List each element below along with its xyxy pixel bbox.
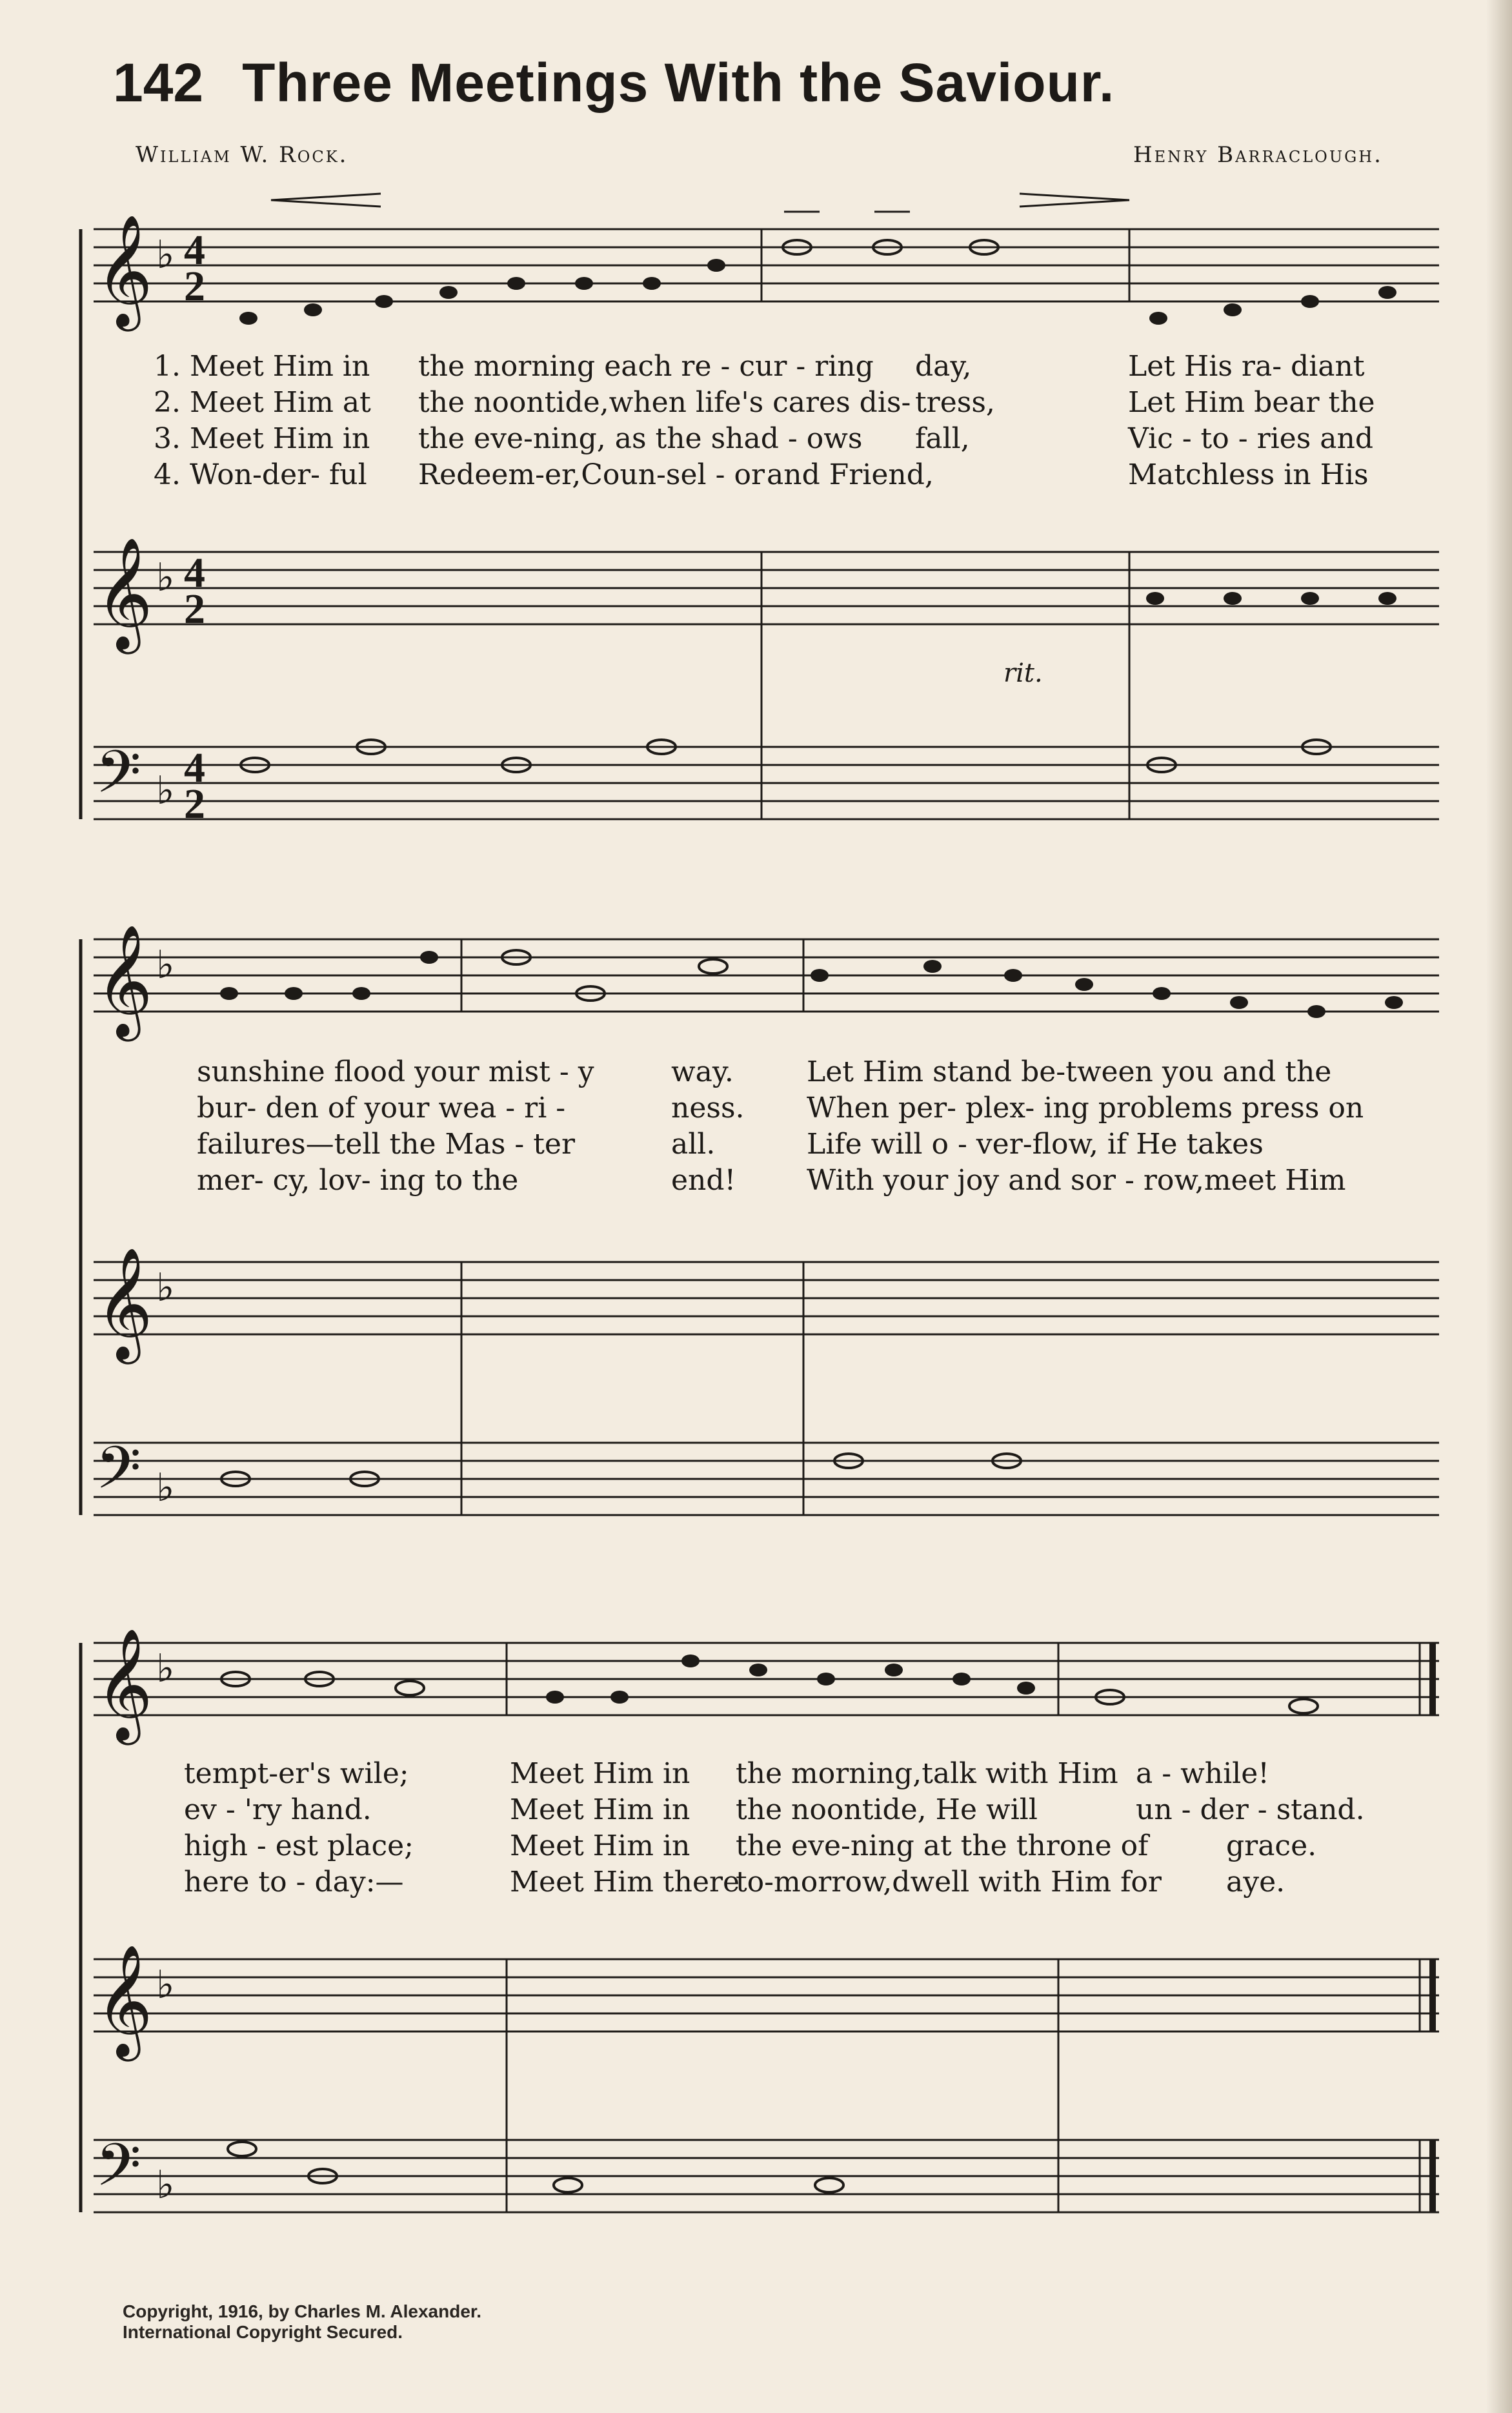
verse-line: 4. Won-der- ful Redeem-er,Coun-sel - or and Friend, Matchless in His [154, 458, 1369, 491]
composer-credit: Henry Barraclough. [1133, 142, 1383, 168]
lyrics-system-2 [197, 1054, 1423, 1199]
verse-line: sunshine flood your mist - y way. Let Him stand be-tween you and the [197, 1055, 1332, 1088]
tempo-mark: rit. [1003, 658, 1043, 688]
svg-text:♭: ♭ [156, 1962, 175, 2008]
verse-line: bur- den of your wea - ri - ness. When per- plex- ing problems press on [197, 1092, 1364, 1125]
svg-text:♭: ♭ [156, 1646, 175, 1691]
time-signature-icon [184, 227, 205, 828]
svg-text:2: 2 [184, 780, 205, 828]
crescendo-icon [271, 194, 381, 207]
barlines [81, 229, 1433, 2212]
copyright-notice [123, 2301, 481, 2343]
verse-line: 3. Meet Him in the eve-ning, as the shad - ows fall, Vic - to - ries and [154, 422, 1374, 455]
verse-line: failures—tell the Mas - ter all. Life will o - ver-flow, if He takes [197, 1128, 1264, 1161]
verse-line: high - est place; Meet Him in the eve-ning at the throne of grace. [184, 1829, 1317, 1862]
system3-treble-staff [94, 1959, 1439, 2031]
svg-text:4: 4 [184, 744, 205, 791]
system3-melody-staff [94, 1643, 1439, 1715]
treble-clef-icon: 𝄞 [96, 924, 153, 1037]
svg-text:4: 4 [184, 549, 205, 596]
copyright-line: Copyright, 1916, by Charles M. Alexander. [123, 2301, 482, 2321]
svg-text:2: 2 [184, 585, 205, 633]
verse-line: tempt-er's wile; Meet Him in the morning,talk with Him a - while! [184, 1757, 1269, 1790]
hymn-number: 142 [113, 52, 204, 113]
bass-clef-icon: 𝄢 [96, 2131, 141, 2214]
svg-text:4: 4 [184, 227, 205, 274]
clefs [96, 214, 205, 2214]
system2-treble-staff [94, 1262, 1439, 1334]
bass-clef-icon: 𝄢 [96, 1434, 141, 1516]
author-credit: William W. Rock. [136, 142, 348, 168]
verse-line: 2. Meet Him at the noontide,when life's cares dis- tress, Let Him bear the [154, 386, 1375, 419]
verse-line: here to - day:— Meet Him there to-morrow,dwell with Him for aye. [184, 1866, 1285, 1899]
decrescendo-icon [1020, 194, 1129, 207]
treble-clef-icon: 𝄞 [96, 1628, 153, 1740]
staff-lines [94, 229, 1439, 2212]
lyrics-system-1 [154, 349, 1425, 493]
system2-bass-staff [94, 1443, 1439, 1515]
svg-text:♭: ♭ [156, 1265, 175, 1310]
system3-bass-staff [94, 2140, 1439, 2212]
treble-clef-icon: 𝄞 [96, 1944, 153, 2057]
treble-clef-icon: 𝄞 [96, 537, 153, 649]
flat-key-signature-icon [156, 232, 174, 2208]
svg-text:♭: ♭ [156, 1465, 175, 1511]
svg-text:♭: ♭ [156, 555, 175, 600]
dynamics [271, 194, 1129, 212]
bass-clef-icon: 𝄢 [96, 738, 141, 820]
system1-melody-staff [94, 229, 1439, 301]
treble-clef-icon: 𝄞 [96, 1247, 153, 1359]
hymn-title: Three Meetings With the Saviour. [242, 52, 1115, 113]
verse-line: 1. Meet Him in the morning each re - cur - ring day, Let His ra- diant [154, 350, 1365, 383]
svg-text:♭: ♭ [156, 768, 175, 813]
svg-text:♭: ♭ [156, 2163, 175, 2208]
svg-text:♭: ♭ [156, 942, 175, 988]
copyright-line: International Copyright Secured. [123, 2322, 403, 2342]
system1-bass-staff [94, 747, 1439, 819]
svg-text:♭: ♭ [156, 232, 175, 278]
lyrics-system-3 [184, 1756, 1423, 1900]
verse-line: ev - 'ry hand. Meet Him in the noontide, He will un - der - stand. [184, 1793, 1365, 1826]
treble-clef-icon: 𝄞 [96, 214, 153, 327]
system1-treble-staff [94, 552, 1439, 624]
svg-text:2: 2 [184, 263, 205, 310]
verse-line: mer- cy, lov- ing to the end! With your joy and sor - row,meet Him [197, 1164, 1346, 1197]
